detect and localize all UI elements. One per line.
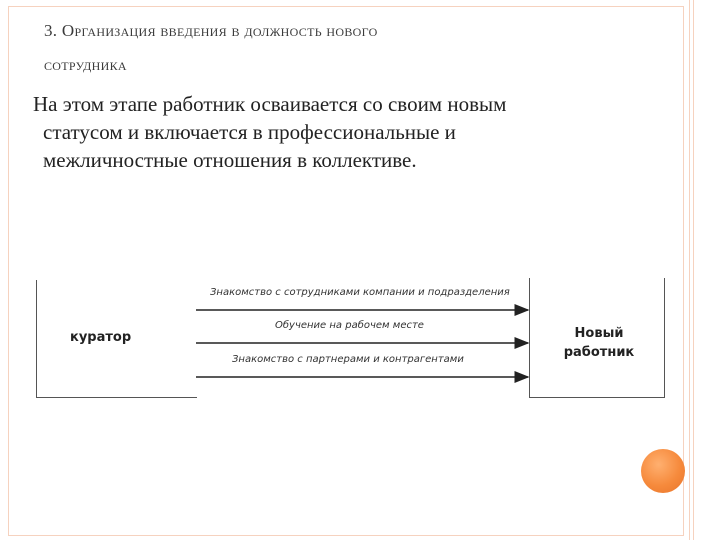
decorative-orb xyxy=(641,449,685,493)
frame-decoration-line xyxy=(693,0,694,540)
title-line-1: 3. Организация введения в должность нового xyxy=(44,21,378,40)
slide-frame xyxy=(8,6,684,536)
title-line-2: сотрудника xyxy=(44,55,127,74)
arrow-label-2: Обучение на рабочем месте xyxy=(275,320,424,331)
new-employee-label-line-2: работник xyxy=(563,345,635,360)
body-line-3: межличностные отношения в коллективе. xyxy=(43,148,417,172)
curator-label: куратор xyxy=(70,330,132,345)
body-line-2: статусом и включается в профессиональные и xyxy=(43,120,456,144)
slide-title xyxy=(44,14,664,82)
onboarding-diagram xyxy=(30,272,670,402)
frame-decoration-line xyxy=(689,0,690,540)
arrow-label-1: Знакомство с сотрудниками компании и подразделения xyxy=(210,287,510,298)
body-line-1: На этом этапе работник осваивается со своим новым xyxy=(33,92,507,116)
slide-body xyxy=(33,90,673,174)
new-employee-label-line-1: Новый xyxy=(574,326,624,341)
arrow-label-3: Знакомство с партнерами и контрагентами xyxy=(232,354,464,365)
